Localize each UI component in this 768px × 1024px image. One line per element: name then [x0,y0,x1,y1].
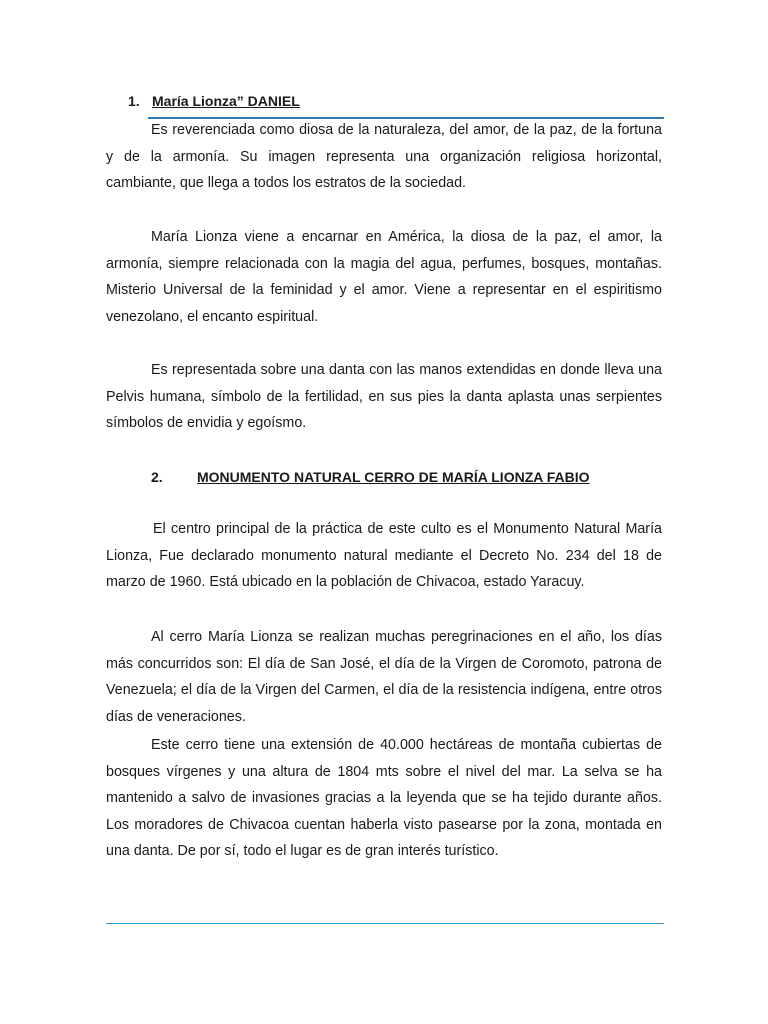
section-1-number: 1. [128,93,140,109]
section-1-paragraph-1: Es reverenciada como diosa de la naturaleza, del amor, de la paz, de la fortuna y de la armonía. Su imagen representa una organización religiosa horizontal, cambiante, que llega a todos los estratos de la sociedad. [106,122,662,191]
section-1-heading [128,91,300,111]
section-2-number: 2. [151,469,163,485]
section-1-paragraph-2: María Lionza viene a encarnar en América, la diosa de la paz, el amor, la armonía, siempre relacionada con la magia del agua, perfumes, bosques, montañas. Misterio Universal de la feminidad y el amor. Viene a representar en el espiritismo venezolano, el encanto espiritual. [106,229,662,325]
section-1-paragraph-3: Es representada sobre una danta con las manos extendidas en donde lleva una Pelvis humana, símbolo de la fertilidad, en sus pies la danta aplasta unas serpientes símbolos de envidia y egoísmo. [106,362,662,431]
section-2-title: MONUMENTO NATURAL CERRO DE MARÍA LIONZA FABIO [197,469,590,485]
section-2-paragraph-1: El centro principal de la práctica de este culto es el Monumento Natural María Lionza, Fue declarado monumento natural mediante el Decreto No. 234 del 18 de marzo de 1960. Está ubicado en la población de Chivacoa, estado Yaracuy. [106,521,662,590]
footer-rule [106,923,664,924]
section-2-paragraph-3: Este cerro tiene una extensión de 40.000 hectáreas de montaña cubiertas de bosques vírgenes y una altura de 1804 mts sobre el nivel del mar. La selva se ha mantenido a salvo de invasiones gracias a la leyenda que se ha tejido durante años. Los moradores de Chivacoa cuentan haberla visto pasearse por la zona, montada en una danta. De por sí, todo el lugar es de gran interés turístico. [106,737,662,859]
section-2-heading [151,467,590,487]
section-1-title: María Lionza” DANIEL [152,93,300,109]
section-2-paragraph-2: Al cerro María Lionza se realizan muchas peregrinaciones en el año, los días más concurridos son: El día de San José, el día de la Virgen de Coromoto, patrona de Venezuela; el día de la Virgen del Carmen, el día de la resistencia indígena, entre otros días de veneraciones. [106,629,662,725]
